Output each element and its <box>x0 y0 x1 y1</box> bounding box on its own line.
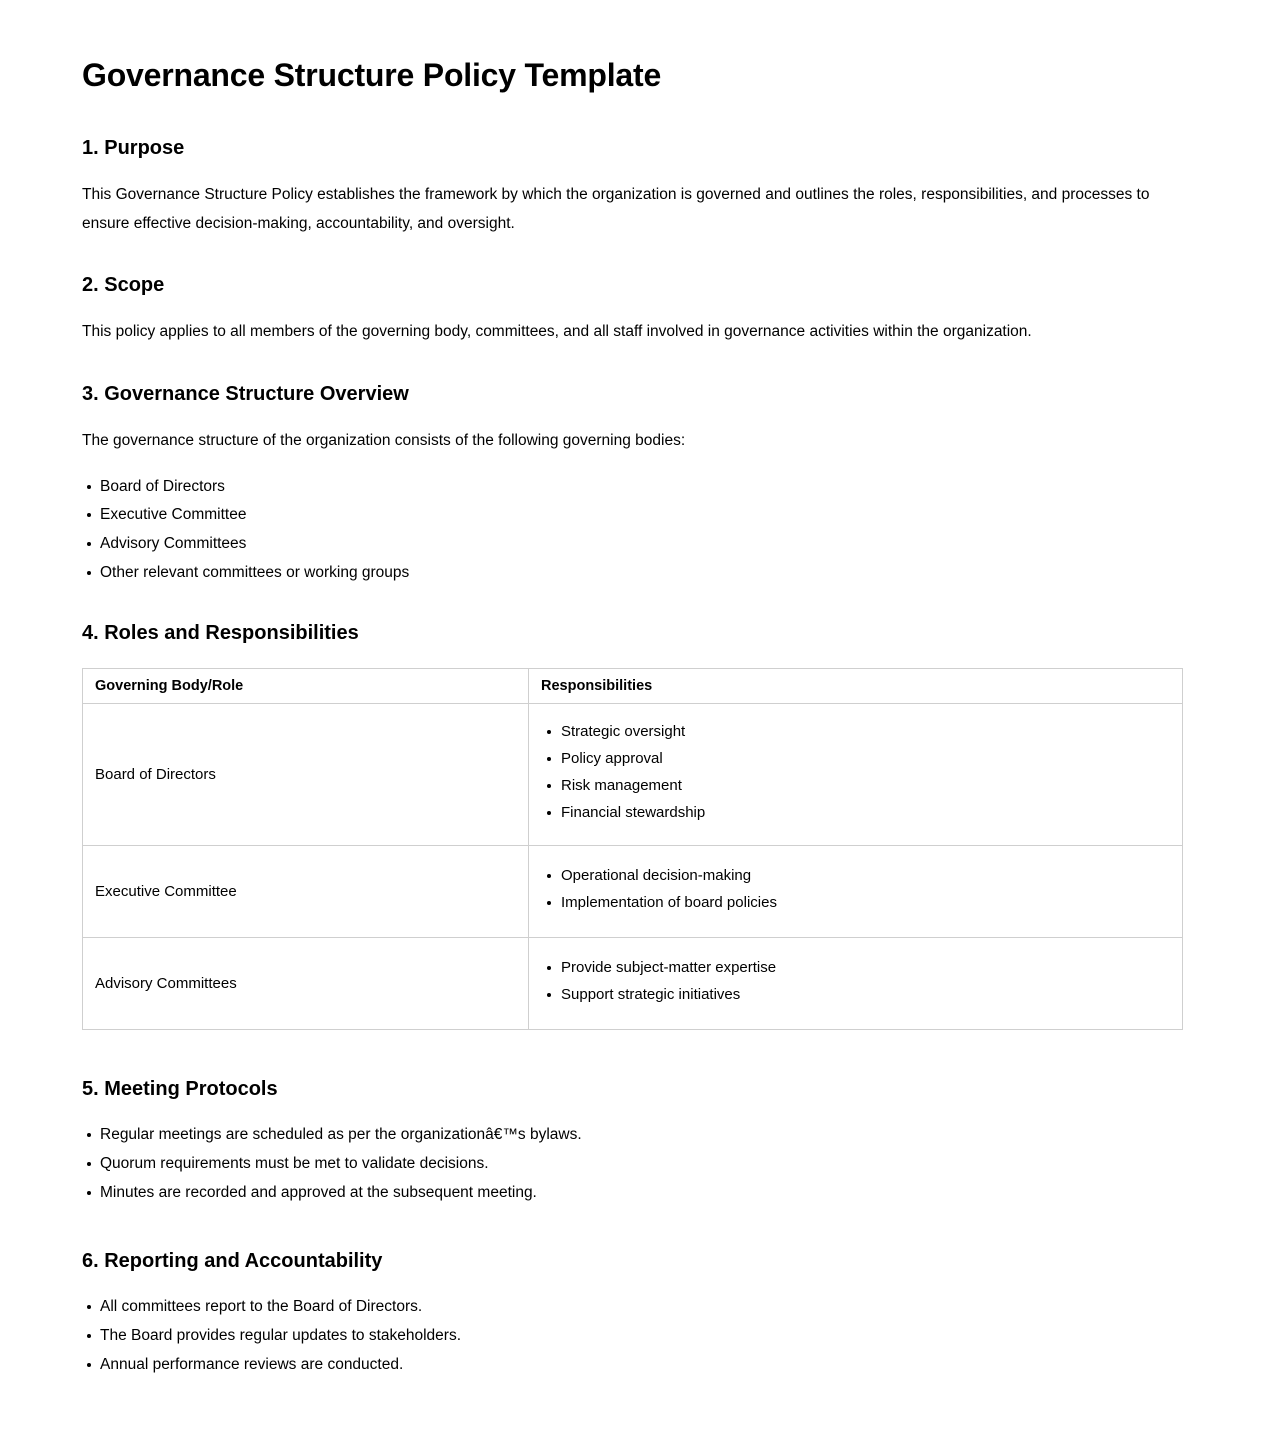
section-heading-overview: 3. Governance Structure Overview <box>82 383 409 406</box>
table-body <box>83 704 1183 1030</box>
list-item: Implementation of board policies <box>541 890 1170 916</box>
section-purpose <box>82 135 1168 238</box>
list-item: Other relevant committees or working groups <box>82 560 1168 587</box>
section-meeting-protocols <box>82 1076 1168 1206</box>
table-row <box>83 846 1183 938</box>
section-roles-responsibilities <box>82 620 1168 1030</box>
list-item: Advisory Committees <box>82 531 1168 558</box>
cell-role-executive-committee: Executive Committee <box>83 846 529 938</box>
scope-body-text: This policy applies to all members of the governing body, committees, and all staff involved in governance activities within the organization. <box>82 323 1032 341</box>
section-scope <box>82 272 1168 347</box>
responsibility-list <box>541 863 1170 916</box>
list-item: Provide subject-matter expertise <box>541 955 1170 981</box>
roles-responsibilities-table <box>82 668 1183 1030</box>
list-item: The Board provides regular updates to stakeholders. <box>82 1323 1168 1350</box>
overview-bullet-list <box>82 474 1168 587</box>
section-heading-meetings: 5. Meeting Protocols <box>82 1078 278 1101</box>
responsibility-list <box>541 719 1170 825</box>
cell-responsibilities-board-of-directors <box>529 704 1183 846</box>
list-item: Policy approval <box>541 746 1170 772</box>
list-item: All committees report to the Board of Directors. <box>82 1294 1168 1321</box>
section-governance-overview <box>82 381 1168 586</box>
cell-role-advisory-committees: Advisory Committees <box>83 938 529 1030</box>
table-header <box>83 669 1183 704</box>
list-item: Regular meetings are scheduled as per the organizationâ€™s bylaws. <box>82 1122 1168 1149</box>
responsibility-list <box>541 955 1170 1008</box>
section-heading-roles: 4. Roles and Responsibilities <box>82 622 359 645</box>
overview-intro-text: The governance structure of the organization consists of the following governing bodies: <box>82 432 686 450</box>
section-heading-scope: 2. Scope <box>82 274 165 297</box>
cell-role-board-of-directors: Board of Directors <box>83 704 529 846</box>
section-reporting-accountability <box>82 1248 1168 1378</box>
page-title: Governance Structure Policy Template <box>82 57 662 93</box>
list-item: Annual performance reviews are conducted. <box>82 1352 1168 1379</box>
list-item: Quorum requirements must be met to validate decisions. <box>82 1151 1168 1178</box>
section-heading-reporting: 6. Reporting and Accountability <box>82 1250 383 1273</box>
table-header-row <box>83 669 1183 704</box>
list-item: Support strategic initiatives <box>541 982 1170 1008</box>
cell-responsibilities-executive-committee <box>529 846 1183 938</box>
purpose-body-text: This Governance Structure Policy establishes the framework by which the organization is governed and outlines the roles, responsibilities, and processes to ensure effective decision-making, accountability, and oversight. <box>82 186 1150 232</box>
list-item: Risk management <box>541 773 1170 799</box>
column-header-responsibilities: Responsibilities <box>529 669 1183 704</box>
list-item: Executive Committee <box>82 502 1168 529</box>
list-item: Minutes are recorded and approved at the subsequent meeting. <box>82 1180 1168 1207</box>
list-item: Board of Directors <box>82 474 1168 501</box>
cell-responsibilities-advisory-committees <box>529 938 1183 1030</box>
list-item: Financial stewardship <box>541 800 1170 826</box>
meeting-protocols-list <box>82 1122 1168 1206</box>
list-item: Operational decision-making <box>541 863 1170 889</box>
reporting-accountability-list <box>82 1294 1168 1378</box>
list-item: Strategic oversight <box>541 719 1170 745</box>
roles-table-wrapper <box>82 668 1168 1030</box>
table-row <box>83 938 1183 1030</box>
column-header-governing-body: Governing Body/Role <box>83 669 529 704</box>
section-heading-purpose: 1. Purpose <box>82 137 185 159</box>
table-row <box>83 704 1183 846</box>
